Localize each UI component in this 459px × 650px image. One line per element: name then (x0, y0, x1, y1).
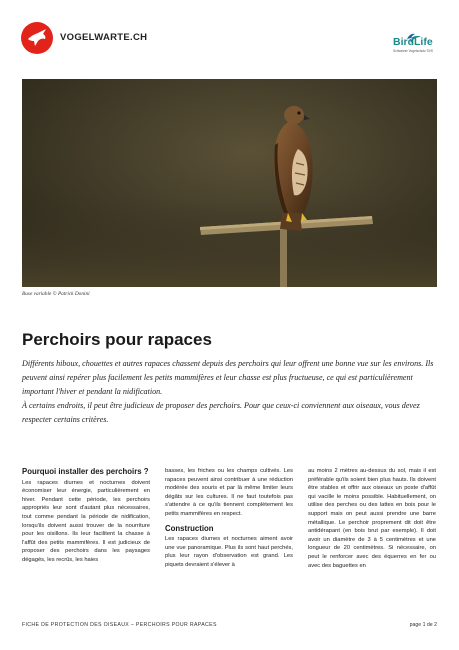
column-1 (22, 467, 150, 565)
section-text-why-continued: basses, les friches ou les champs cultivés. Les rapaces peuvent ainsi contribuer à une réduction modérée des souris et par là même limiter leurs dégâts sur les cultures. Il ne faut toutefois pas s'attendre à ce qu'ils tiennent complètement les petits mammifères en respect. (165, 468, 293, 517)
buzzard-perch-image (22, 79, 437, 287)
section-heading-why: Pourquoi installer des perchoirs ? (22, 467, 149, 476)
intro-paragraph-2: À certains endroits, il peut être judicieux de proposer des perchoirs. Pour que ceux-ci conviennent aux oiseaux, vous devez respecter certains critères. (22, 401, 420, 424)
photo-caption: Buse variable © Patrick Donini (22, 291, 90, 297)
section-text-why: Les rapaces diurnes et nocturnes doivent économiser leur énergie, particulièrement en hiver. Pendant cette période, les perchoirs appropriés leur sont d'autant plus nécessaires, tout comme pendant la période de nidification, lorsqu'ils doivent aussi trouver de la nourriture pour les oisillons. Ils leur facilitent la chasse à l'affût des petits mammifères. Il est judicieux de proposer des perchoirs dans les paysages dégagés, les recrûs, les haies (22, 479, 150, 563)
section-heading-construction: Construction (165, 523, 214, 533)
footer-document-title: FICHE DE PROTECTION DES OISEAUX – PERCHOIRS POUR RAPACES (22, 622, 217, 628)
section-text-construction-continued: au moins 2 mètres au-dessus du sol, mais il est préférable qu'ils soient bien plus hauts. Ils doivent être stables et offrir aux oiseaux un poste d'affût qui vacille le moins possible. Habituellement, on utilise des perches ou des lattes en bois pour le support mais on peut aussi prendre une barre métallique. Le perchoir proprement dit doit être antidérapant (en bois brut par exemple). Il doit avoir un diamètre de 3 à 5 centimètres et une longueur de 20 centimètres. Si nécessaire, on peut le renforcer avec des équerres en fer ou avec des baguettes en (308, 468, 436, 569)
body-columns (22, 467, 440, 597)
page-header (0, 0, 459, 72)
partner-name: BirdLife (393, 36, 433, 48)
vogelwarte-bird-logo-icon (21, 22, 53, 54)
intro-text (22, 357, 440, 427)
buzzard-photo (22, 79, 437, 287)
section-text-construction: Les rapaces diurnes et nocturnes aiment avoir une vue panoramique. Plus ils sont haut perchés, plus leur rayon d'observation est grand. Les piquets devraient s'élever à (165, 536, 293, 568)
column-2 (165, 467, 293, 570)
column-3 (308, 467, 436, 570)
partner-subtitle: Schweizer Vogelschutz SVS (393, 49, 434, 53)
intro-paragraph-1: Différents hiboux, chouettes et autres rapaces chassent depuis des perchoirs qui leur offrent une bonne vue sur les environs. Ils peuvent ainsi repérer plus facilement les petits mammifères et leur chasse est plus fructueuse, ce qui est particulièrement important l'hiver et pendant la nidification. (22, 359, 434, 396)
footer-page-number: page 1 de 2 (409, 622, 437, 628)
page-title: Perchoirs pour rapaces (22, 330, 212, 349)
brand-name: VOGELWARTE.CH (60, 32, 148, 43)
